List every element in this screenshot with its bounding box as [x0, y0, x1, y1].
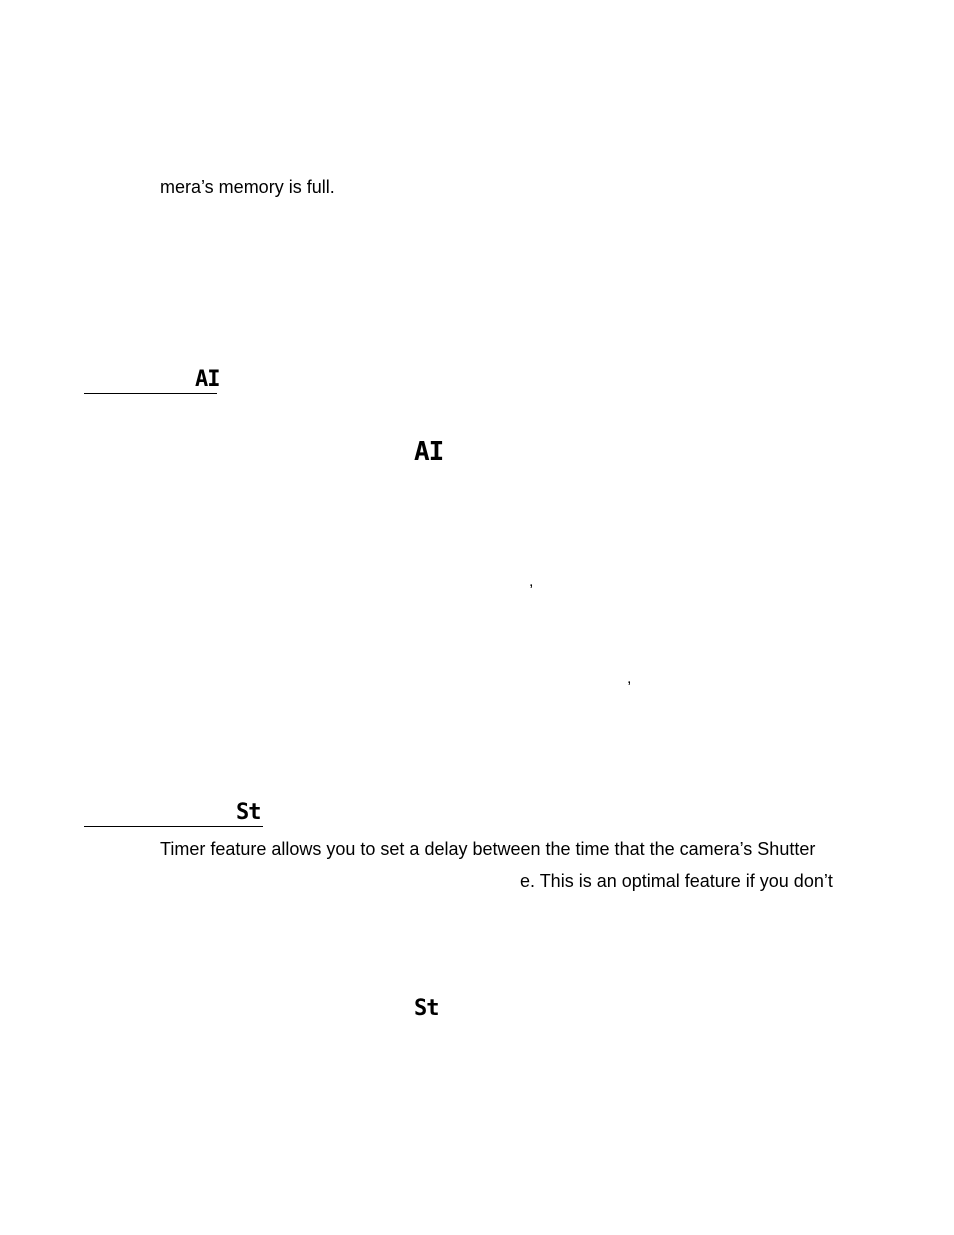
- ai-heading-underline: [84, 393, 217, 394]
- ai-lcd-icon-inline: AI: [414, 437, 444, 467]
- st-lcd-icon-inline: St: [414, 996, 439, 1021]
- st-lcd-icon: St: [236, 800, 261, 825]
- timer-paragraph-line-2: e. This is an optimal feature if you don’t: [520, 871, 833, 891]
- stray-comma: ,: [529, 573, 534, 590]
- ai-lcd-icon: AI: [195, 367, 220, 392]
- stray-comma: ,: [627, 670, 632, 687]
- memory-full-text: mera’s memory is full.: [160, 177, 335, 197]
- st-heading-underline: [84, 826, 263, 827]
- timer-paragraph-line-1: Timer feature allows you to set a delay between the time that the camera’s Shutter: [160, 839, 816, 859]
